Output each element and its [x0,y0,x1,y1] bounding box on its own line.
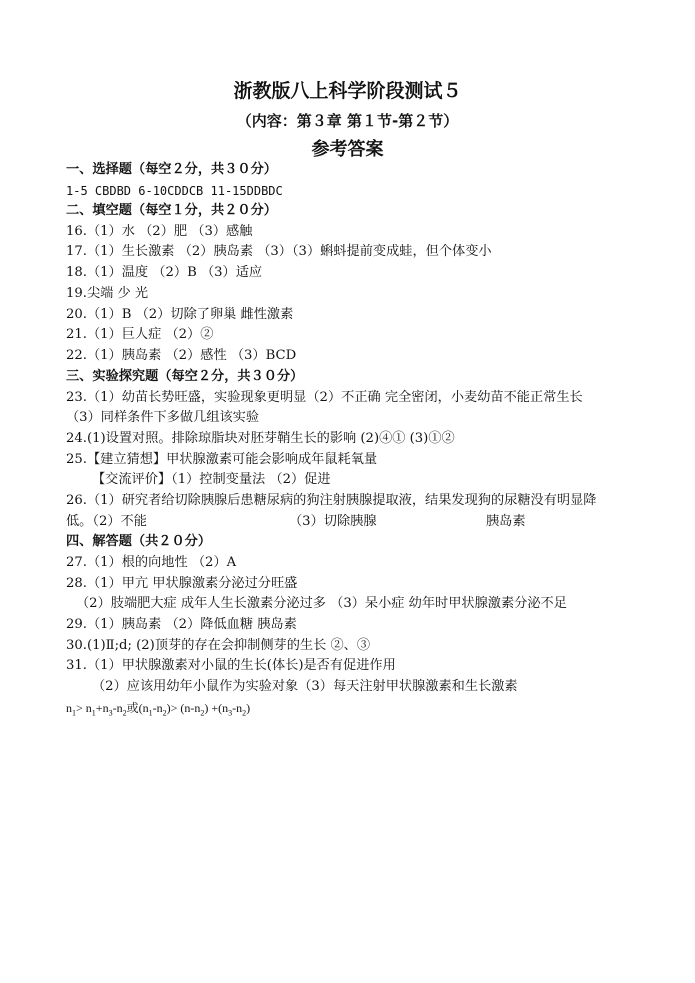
answer-25-line2: 【交流评价】（1）控制变量法 （2）促进 [92,472,331,487]
answer-31-line1: 31.（1）甲状腺激素对小鼠的生长(体长)是否有促进作用 [66,658,396,673]
answer-22: 22.（1）胰岛素 （2）感性 （3）BCD [66,348,297,363]
answer-27: 27.（1）根的向地性 （2）A [66,555,237,570]
answer-26-line2-part2: （3）切除胰腺 [289,514,377,529]
answer-26-line2-part3: 胰岛素 [486,514,526,529]
answer-28-line1: 28.（1）甲亢 甲状腺激素分泌过分旺盛 [66,576,298,591]
section-fill-title: 二、填空题（每空１分，共２０分） [66,203,277,218]
answer-29: 29.（1）胰岛素 （2）降低血糖 胰岛素 [66,617,297,632]
answer-23-line2: （3）同样条件下多做几组该实验 [66,410,260,425]
answer-1-15: 1-5 CBDBD 6-10CDDCB 11-15DDBDC [66,184,283,198]
answer-25-line1: 25.【建立猜想】甲状腺激素可能会影响成年鼠耗氧量 [66,452,378,467]
answer-16: 16.（1）水 （2）肥 （3）感触 [66,224,253,239]
answer-17: 17.（1）生长激素 （2）胰岛素 （3）（3）蝌蚪提前变成蛙，但个体变小 [66,244,492,259]
section-experiment-title: 三、实验探究题（每空２分，共３０分） [66,369,304,384]
answer-26-line2-part1: 低。（2）不能 [66,514,147,529]
page-title: 浙教版八上科学阶段测试５ [233,80,462,102]
answer-23-line1: 23.（1）幼苗长势旺盛，实验现象更明显（2）不正确 完全密闭，小麦幼苗不能正常生长 [66,390,583,405]
answer-31-line2: （2）应该用幼年小鼠作为实验对象（3）每天注射甲状腺激素和生长激素 [92,679,518,694]
answer-19: 19.尖端 少 光 [66,286,149,301]
section-choice-title: 一、选择题（每空２分，共３０分） [66,162,277,177]
answer-24: 24.(1)设置对照。排除琼脂块对胚芽鞘生长的影响 (2)④① (3)①② [66,431,455,446]
content-scope: （内容：第３章 第１节-第２节） [236,112,459,130]
answer-21: 21.（1）巨人症 （2）② [66,327,214,342]
answer-28-line2: （2）肢端肥大症 成年人生长激素分泌过多 （3）呆小症 幼年时甲状腺激素分泌不足 [76,596,567,611]
answer-26-line1: 26.（1）研究者给切除胰腺后患糖尿病的狗注射胰腺提取液，结果发现狗的尿糖没有明显降 [66,493,597,508]
answer-18: 18.（1）温度 （2）B （3）适应 [66,265,263,280]
answer-20: 20.（1）B （2）切除了卵巢 雌性激素 [66,307,294,322]
answer-30: 30.(1)Ⅱ;d; (2)顶芽的存在会抑制侧芽的生长 ②、③ [66,638,371,653]
answer-key-heading: 参考答案 [311,139,384,160]
section-solve-title: 四、解答题（共２０分） [66,534,212,549]
formula-line: $n_1> n_1+n_3-n_2$或$(n_1-n_2)> (n-n_2) +(n_3-n_2)$ [66,701,251,718]
